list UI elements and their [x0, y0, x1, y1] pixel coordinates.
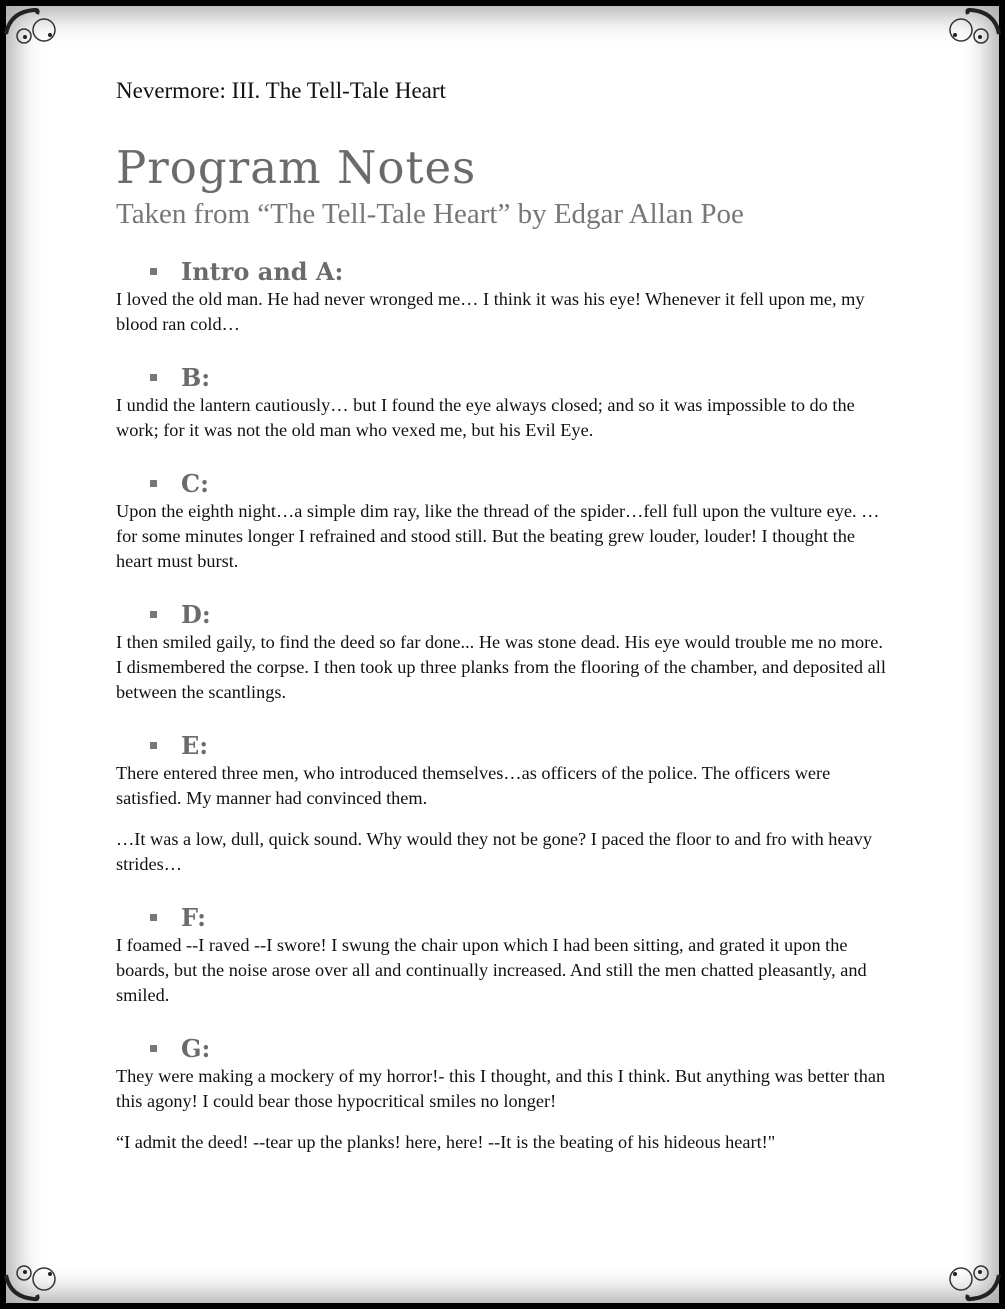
section: [116, 598, 891, 705]
section-heading: [150, 729, 891, 761]
section-paragraph: I then smiled gaily, to find the deed so far done... He was stone dead. His eye would trouble me no more. I dismembered the corpse. I then took up three planks from the flooring of the chamber, and deposited all between the scantlings.: [116, 632, 886, 702]
section-label: C:: [181, 468, 209, 498]
page-subheading: Taken from “The Tell-Tale Heart” by Edgar Allan Poe: [116, 198, 744, 230]
square-bullet-icon: [150, 374, 157, 381]
document-body: [116, 78, 891, 1179]
section-paragraph: They were making a mockery of my horror!- this I thought, and this I think. But anything was better than this agony! I could bear those hypocritical smiles no longer!: [116, 1066, 886, 1111]
section-paragraph: Upon the eighth night…a simple dim ray, like the thread of the spider…fell full upon the vulture eye. …for some minutes longer I refrained and stood still. But the beating grew louder, louder! I thought the heart must burst.: [116, 501, 880, 571]
section-heading: [150, 467, 891, 499]
section-heading: [150, 598, 891, 630]
section-label: B:: [181, 362, 211, 392]
section-heading: [150, 361, 891, 393]
section-label: Intro and A:: [181, 256, 344, 286]
section: [116, 901, 891, 1008]
square-bullet-icon: [150, 742, 157, 749]
section: [116, 1032, 891, 1155]
section-heading: [150, 901, 891, 933]
section: [116, 729, 891, 877]
square-bullet-icon: [150, 480, 157, 487]
section-paragraph: I loved the old man. He had never wronged me… I think it was his eye! Whenever it fell upon me, my blood ran cold…: [116, 289, 865, 334]
section-paragraph: There entered three men, who introduced themselves…as officers of the police. The officers were satisfied. My manner had convinced them.: [116, 763, 831, 808]
section-paragraph: I undid the lantern cautiously… but I found the eye always closed; and so it was impossible to do the work; for it was not the old man who vexed me, but his Evil Eye.: [116, 395, 855, 440]
document-title: Nevermore: III. The Tell-Tale Heart: [116, 78, 446, 103]
section-label: E:: [181, 730, 209, 760]
square-bullet-icon: [150, 1045, 157, 1052]
section: [116, 467, 891, 574]
flourish-ornament-icon: [4, 1260, 64, 1305]
square-bullet-icon: [150, 611, 157, 618]
section-paragraph: “I admit the deed! --tear up the planks! here, here! --It is the beating of his hideous heart!": [116, 1132, 776, 1152]
section: [116, 361, 891, 443]
flourish-ornament-icon: [4, 4, 64, 49]
page-heading: Program Notes: [116, 141, 477, 194]
section-label: F:: [181, 902, 207, 932]
square-bullet-icon: [150, 914, 157, 921]
flourish-ornament-icon: [941, 1260, 1001, 1305]
sections-list: [116, 255, 891, 1155]
section-heading: [150, 255, 891, 287]
section-label: D:: [181, 599, 211, 629]
flourish-ornament-icon: [941, 4, 1001, 49]
section-label: G:: [181, 1033, 211, 1063]
square-bullet-icon: [150, 268, 157, 275]
section-paragraph: I foamed --I raved --I swore! I swung the chair upon which I had been sitting, and grated it upon the boards, but the noise arose over all and continually increased. And still the men chatted pleasantly, and smiled.: [116, 935, 867, 1005]
section-heading: [150, 1032, 891, 1064]
section: [116, 255, 891, 337]
section-paragraph: …It was a low, dull, quick sound. Why would they not be gone? I paced the floor to and fro with heavy strides…: [116, 829, 872, 874]
